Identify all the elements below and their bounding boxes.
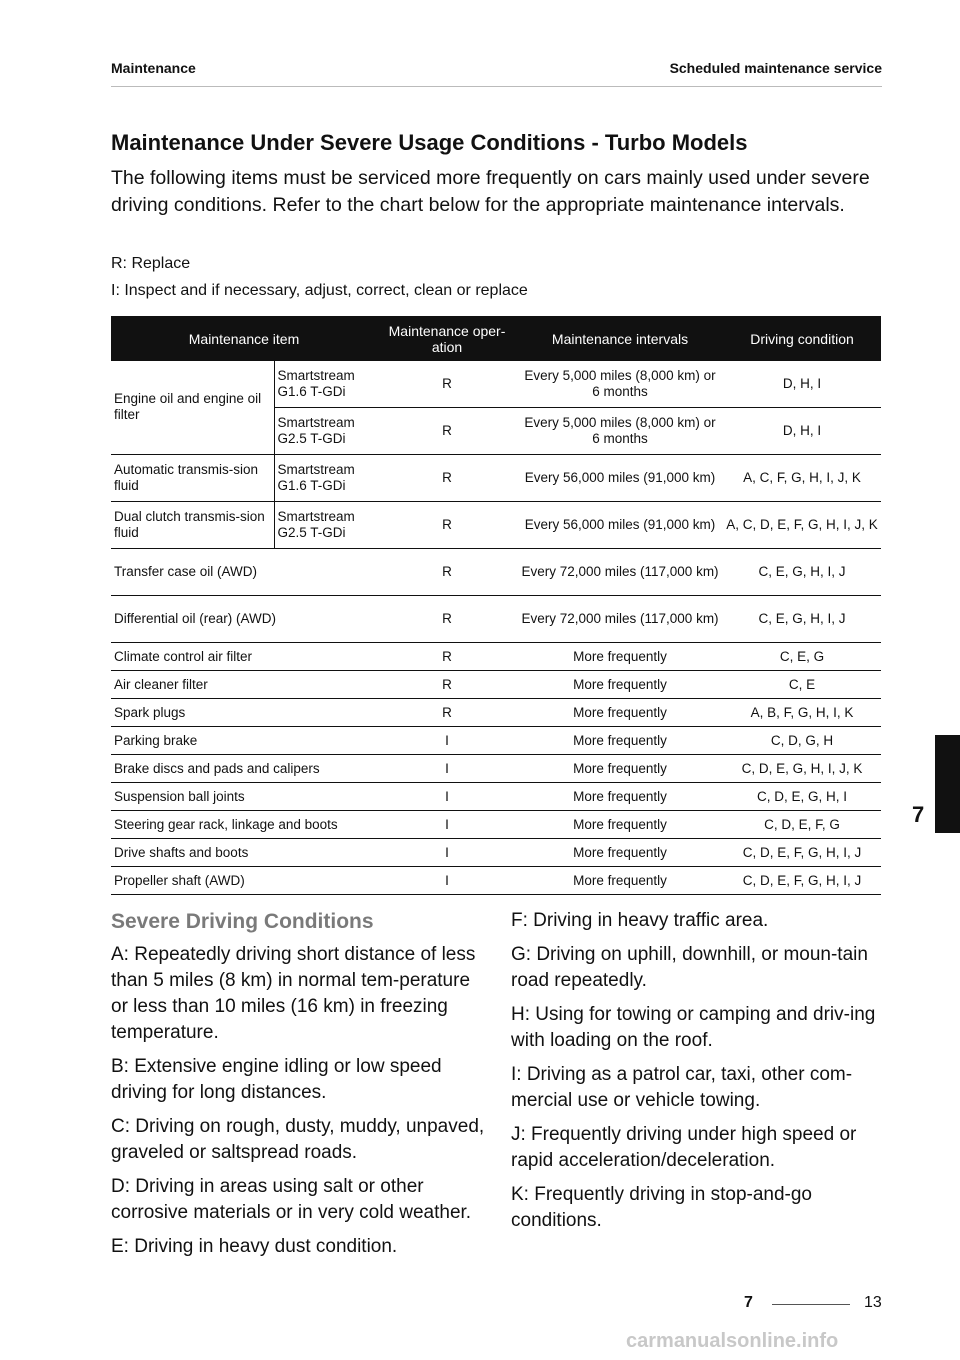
page-title: Maintenance Under Severe Usage Conditions - Turbo Models (111, 130, 748, 155)
condition-cell: C, D, E, F, G (723, 811, 881, 839)
condition-cell: A, B, F, G, H, I, K (723, 699, 881, 727)
maintenance-table (111, 316, 881, 895)
engine-cell: Smartstream G1.6 T-GDi (274, 455, 377, 502)
operation-cell: R (377, 699, 517, 727)
header-section-title: Maintenance (111, 60, 196, 76)
footer-page-number: 13 (864, 1294, 882, 1311)
condition-j: J: Frequently driving under high speed or rapid acceleration/deceleration. (511, 1124, 857, 1171)
operation-cell: I (377, 867, 517, 895)
operation-cell: R (377, 643, 517, 671)
conditions-right-column (511, 908, 886, 1242)
item-cell: Parking brake (111, 727, 377, 755)
interval-cell: More frequently (517, 671, 723, 699)
condition-cell: C, E, G, H, I, J (723, 549, 881, 596)
table-row (111, 867, 881, 895)
table-row (111, 783, 881, 811)
table-row (111, 811, 881, 839)
condition-cell: A, C, D, E, F, G, H, I, J, K (723, 502, 881, 549)
operation-cell: R (377, 455, 517, 502)
condition-cell: A, C, F, G, H, I, J, K (723, 455, 881, 502)
header-maintenance-operation: Maintenance oper-ation (377, 316, 517, 361)
item-cell: Climate control air filter (111, 643, 377, 671)
engine-cell: Smartstream G2.5 T-GDi (274, 408, 377, 455)
interval-cell: More frequently (517, 839, 723, 867)
condition-cell: D, H, I (723, 361, 881, 408)
table-row (111, 755, 881, 783)
interval-cell: Every 72,000 miles (117,000 km) (517, 549, 723, 596)
operation-cell: I (377, 755, 517, 783)
engine-cell: Smartstream G2.5 T-GDi (274, 502, 377, 549)
condition-cell: C, D, E, G, H, I, J, K (723, 755, 881, 783)
header-divider (111, 86, 882, 87)
header-maintenance-intervals: Maintenance intervals (517, 316, 723, 361)
condition-cell: C, D, E, F, G, H, I, J (723, 839, 881, 867)
condition-b: B: Extensive engine idling or low speed driving for long distances. (111, 1056, 442, 1103)
condition-c: C: Driving on rough, dusty, muddy, unpaved, graveled or saltspread roads. (111, 1116, 485, 1163)
chapter-side-tab (935, 735, 960, 833)
legend-replace: R: Replace (111, 255, 191, 272)
interval-cell: Every 56,000 miles (91,000 km) (517, 502, 723, 549)
condition-cell: C, D, E, G, H, I (723, 783, 881, 811)
table-row (111, 671, 881, 699)
interval-cell: More frequently (517, 699, 723, 727)
interval-cell: More frequently (517, 867, 723, 895)
condition-cell: C, E (723, 671, 881, 699)
condition-h: H: Using for towing or camping and driv-ing with loading on the roof. (511, 1004, 876, 1051)
condition-f: F: Driving in heavy traffic area. (511, 910, 769, 931)
table-row (111, 549, 881, 596)
item-cell: Brake discs and pads and calipers (111, 755, 377, 783)
interval-cell: More frequently (517, 783, 723, 811)
interval-cell: More frequently (517, 811, 723, 839)
header-driving-condition: Driving condition (723, 316, 881, 361)
condition-cell: C, E, G (723, 643, 881, 671)
item-cell: Engine oil and engine oil filter (111, 361, 274, 455)
interval-cell: Every 56,000 miles (91,000 km) (517, 455, 723, 502)
header-maintenance-item: Maintenance item (111, 316, 377, 361)
item-cell: Suspension ball joints (111, 783, 377, 811)
condition-d: D: Driving in areas using salt or other corrosive materials or in very cold weather. (111, 1176, 472, 1223)
item-cell: Spark plugs (111, 699, 377, 727)
operation-cell: R (377, 361, 517, 408)
header-chapter-title: Scheduled maintenance service (669, 60, 882, 76)
item-cell: Steering gear rack, linkage and boots (111, 811, 377, 839)
footer-divider (772, 1304, 850, 1305)
operation-cell: I (377, 727, 517, 755)
operation-cell: I (377, 811, 517, 839)
operation-cell: R (377, 596, 517, 643)
footer-chapter-number: 7 (744, 1294, 753, 1311)
condition-i: I: Driving as a patrol car, taxi, other com-mercial use or vehicle towing. (511, 1064, 853, 1111)
condition-k: K: Frequently driving in stop-and-go conditions. (511, 1184, 812, 1231)
item-cell: Differential oil (rear) (AWD) (111, 596, 377, 643)
item-cell: Automatic transmis-sion fluid (111, 455, 274, 502)
engine-cell: Smartstream G1.6 T-GDi (274, 361, 377, 408)
interval-cell: More frequently (517, 643, 723, 671)
table-row (111, 361, 881, 408)
operation-cell: R (377, 671, 517, 699)
intro-paragraph: The following items must be serviced more frequently on cars mainly used under severe driving conditions. Refer to the chart below for the appropriate maintenance intervals. (111, 167, 870, 216)
item-cell: Transfer case oil (AWD) (111, 549, 377, 596)
condition-cell: C, E, G, H, I, J (723, 596, 881, 643)
item-cell: Air cleaner filter (111, 671, 377, 699)
operation-cell: I (377, 839, 517, 867)
operation-cell: R (377, 502, 517, 549)
condition-cell: D, H, I (723, 408, 881, 455)
item-cell: Propeller shaft (AWD) (111, 867, 377, 895)
table-row (111, 727, 881, 755)
item-cell: Drive shafts and boots (111, 839, 377, 867)
severe-conditions-title: Severe Driving Conditions (111, 910, 374, 933)
operation-cell: R (377, 549, 517, 596)
table-row (111, 643, 881, 671)
interval-cell: Every 5,000 miles (8,000 km) or 6 months (517, 408, 723, 455)
condition-a: A: Repeatedly driving short distance of less than 5 miles (8 km) in normal tem-perature or less than 10 miles (16 km) in freezing temperature. (111, 944, 476, 1043)
condition-e: E: Driving in heavy dust condition. (111, 1236, 398, 1257)
interval-cell: Every 5,000 miles (8,000 km) or 6 months (517, 361, 723, 408)
operation-cell: I (377, 783, 517, 811)
operation-cell: R (377, 408, 517, 455)
condition-cell: C, D, G, H (723, 727, 881, 755)
legend-inspect: I: Inspect and if necessary, adjust, correct, clean or replace (111, 282, 528, 299)
interval-cell: Every 72,000 miles (117,000 km) (517, 596, 723, 643)
table-row (111, 839, 881, 867)
table-row (111, 699, 881, 727)
table-row (111, 502, 881, 549)
site-watermark: carmanualsonline.info (626, 1330, 839, 1352)
table-row (111, 596, 881, 643)
item-cell: Dual clutch transmis-sion fluid (111, 502, 274, 549)
conditions-left-column (111, 942, 486, 1268)
table-row (111, 455, 881, 502)
chapter-side-number: 7 (912, 802, 925, 827)
interval-cell: More frequently (517, 727, 723, 755)
interval-cell: More frequently (517, 755, 723, 783)
table-header-row (111, 316, 881, 361)
condition-g: G: Driving on uphill, downhill, or moun-tain road repeatedly. (511, 944, 868, 991)
condition-cell: C, D, E, F, G, H, I, J (723, 867, 881, 895)
